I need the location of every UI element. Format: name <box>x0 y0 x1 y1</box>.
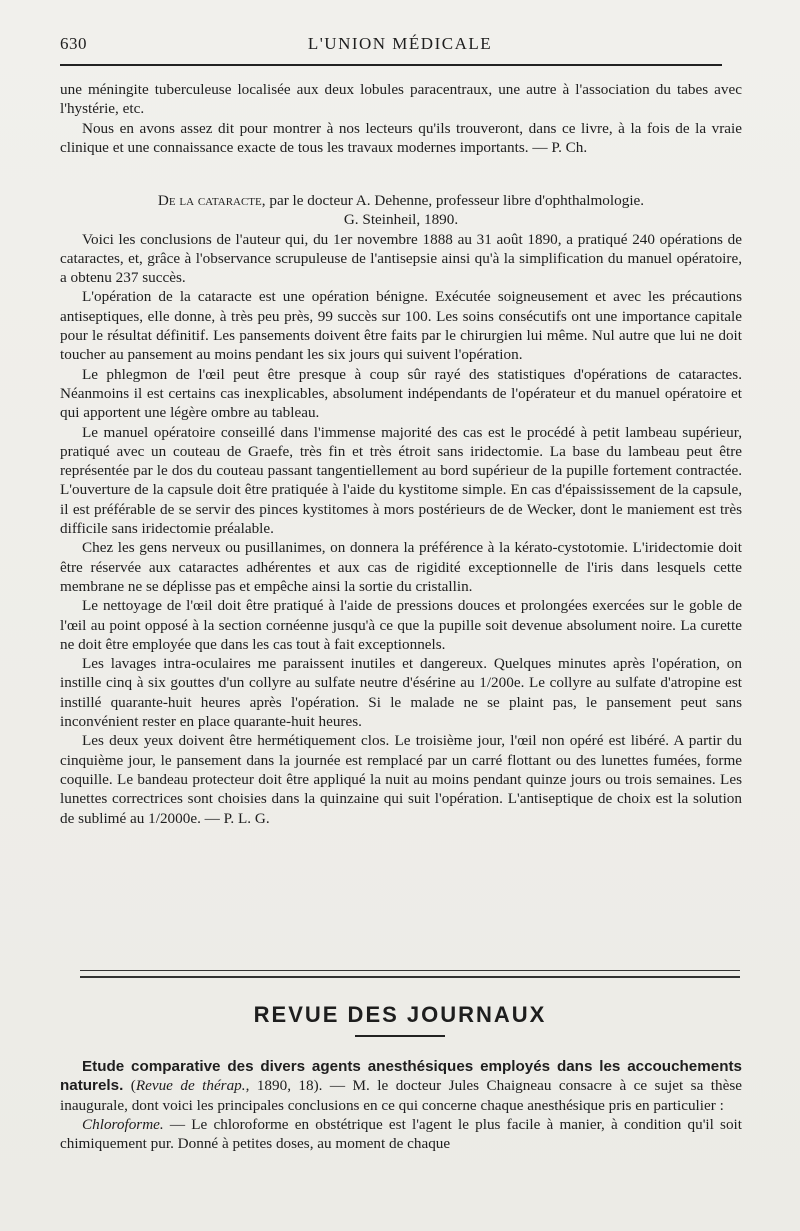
paragraph: Nous en avons assez dit pour montrer à nos lecteurs qu'ils trouveront, dans ce livre, à la fois de la vraie clinique et une connaissance exacte de tous les travaux modernes importants. — P. Ch. <box>60 119 742 156</box>
paragraph: Le phlegmon de l'œil peut être presque à coup sûr rayé des statistiques d'opérations de cataractes. Néanmoins il est certains cas inexplicables, absolument indépendants de l'opérateur et du manuel opératoire et qui apportent une légère ombre au tableau. <box>60 365 742 422</box>
page-number: 630 <box>60 34 87 53</box>
section-separator-top <box>80 970 740 971</box>
paragraph: Le nettoyage de l'œil doit être pratiqué à l'aide de pressions douces et prolongées exercées sur le goble de l'œil au point opposé à la section cornéenne jusqu'à ce que la pupille soit devenue absolument noire. La curette ne doit être employée que dans les cas tout à fait exceptionnels. <box>60 597 742 653</box>
section-title-rule <box>355 1035 445 1037</box>
review-heading-title: De la cataracte, <box>157 192 266 209</box>
paragraph: Voici les conclusions de l'auteur qui, du 1er novembre 1888 au 31 août 1890, a pratiqué 240 opérations de cataractes, et, grâce à l'observance scrupuleuse de l'antisepsie ainsi qu'à la simplification du manuel opératoire, a obtenu 237 succès. <box>60 230 742 287</box>
paragraph: Le manuel opératoire conseillé dans l'immense majorité des cas est le procédé à petit lambeau supérieur, pratiqué avec un couteau de Graefe, très fin et très étroit sans iridectomie. La base du lambeau peut être représentée par le dos du couteau passant tangentiellement au bord supérieur de la pupille fortement contractée. L'ouverture de la capsule doit être pratiquée à l'aide du kystitome simple. En cas d'épaississement de la capsule, il est préférable de se servir des pinces kystitomes à mors postérieurs de de Wecker, dont le maniement est très difficile sans iridectomie préalable. <box>60 423 742 538</box>
journal-article <box>60 1057 742 1153</box>
running-title: L'UNION MÉDICALE <box>307 34 493 53</box>
paragraph: Chez les gens nerveux ou pusillanimes, on donnera la préférence à la kérato-cystotomie. L'iridectomie doit être réservée aux cataractes adhérentes et aux cas de rigidité exceptionnelle de l'iris dans lesquels cette membrane ne se déplisse pas et empêche ainsi la sortie du cristallin. <box>60 539 742 595</box>
book-review <box>60 191 742 828</box>
article-intro: Etude comparative des divers agents anesthésiques employés dans les accouchements naturels. (Revue de thérap., 1890, 18). — M. le docteur Jules Chaigneau consacre à ce sujet sa thèse inaugurale, dont voici les principales conclusions en ce qui concerne chaque anesthésique pris en particulier : <box>60 1058 742 1114</box>
paragraph: L'opération de la cataracte est une opération bénigne. Exécutée soigneusement et avec les précautions antiseptiques, elle donne, à très peu près, 99 succès sur 100. Les soins consécutifs ont une importance capitale pour le résultat définitif. Les pansements doivent être faits par le chirurgien lui même. Nul autre que lui ne doit toucher au pansement au moins pendant les six jours qui suivent l'opération. <box>60 288 742 364</box>
article-citation: , 1890, 18). — M. le docteur Jules Chaigneau consacre à ce sujet sa thèse inaugurale, dont voici les principales conclusions en ce qui concerne chaque anesthésique pris en particulier : <box>60 1077 742 1114</box>
review-continuation <box>60 80 742 157</box>
section-title: REVUE DES JOURNAUX <box>253 1002 547 1027</box>
header-rule <box>60 64 722 66</box>
article-journal: Revue de thérap. <box>135 1077 246 1095</box>
article-subsection <box>60 1115 742 1154</box>
review-heading <box>60 191 742 210</box>
review-heading-author: par le docteur A. Dehenne, professeur libre d'ophthalmologie. <box>269 192 645 209</box>
paragraph: Les deux yeux doivent être hermétiquement clos. Le troisième jour, l'œil non opéré est libéré. A partir du cinquième jour, le pansement dans la journée est remplacé par un carré flottant ou des lunettes fumées, forme coquille. Le bandeau protecteur doit être appliqué la nuit au moins pendant quinze jours ou trois semaines. Les lunettes correctrices sont choisies dans la quinzaine qui suit l'opération. L'antiseptique de choix est la solution de sublimé au 1/2000e. — P. L. G. <box>60 732 742 827</box>
article-subsection-label: Chloroforme. <box>82 1115 164 1133</box>
review-heading-publisher: G. Steinheil, 1890. <box>343 211 459 229</box>
paragraph: une méningite tuberculeuse localisée aux deux lobules paracentraux, une autre à l'association du tabes avec l'hystérie, etc. <box>60 81 742 118</box>
page-header <box>60 34 740 60</box>
section-separator-bottom <box>80 976 740 978</box>
paragraph: Les lavages intra-oculaires me paraissent inutiles et dangereux. Quelques minutes après l'opération, on instille cinq à six gouttes d'un collyre au sulfate neutre d'ésérine au 1/200e. Le collyre au sulfate d'atropine est instillé quarante-huit heures après l'opération. Si le malade ne se plaint pas, le pansement peut sans inconvénient rester en place quarante-huit heures. <box>60 655 742 731</box>
article-subsection-text: — Le chloroforme en obstétrique est l'agent le plus facile à manier, à condition qu'il soit chimiquement pur. Donné à petites doses, au moment de chaque <box>60 1115 742 1153</box>
article-title: Etude comparative des divers agents anesthésiques employés dans les accouchements naturels. <box>60 1058 742 1095</box>
